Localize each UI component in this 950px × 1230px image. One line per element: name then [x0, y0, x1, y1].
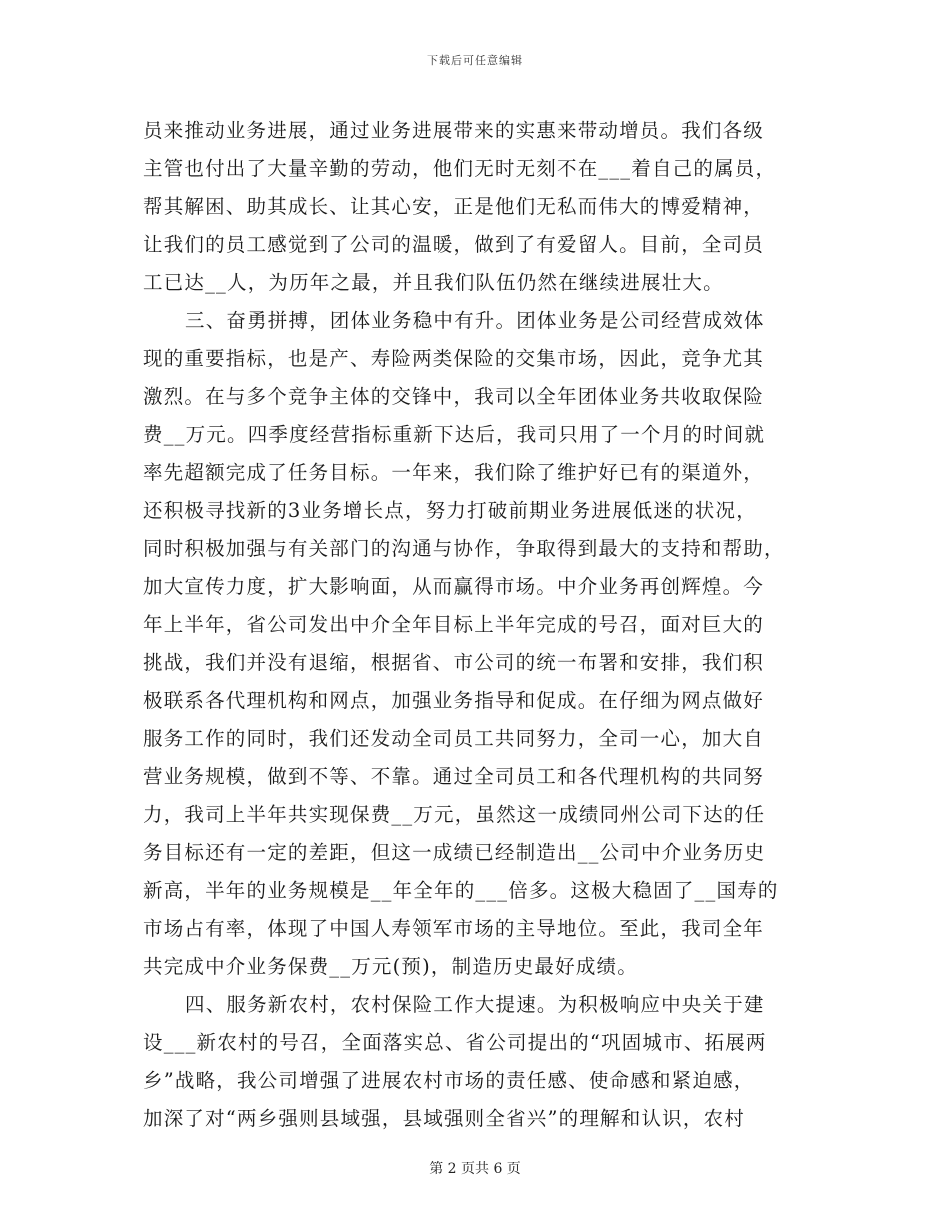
- text-line: 年上半年，省公司发出中介全年目标上半年完成的号召，面对巨大的: [143, 613, 765, 636]
- text-line: 挑战，我们并没有退缩，根据省、市公司的统一布署和安排，我们积: [143, 651, 765, 674]
- text-line: 共完成中介业务保费__万元(预)，制造历史最好成绩。: [143, 955, 638, 978]
- text-line: 极联系各代理机构和网点，加强业务指导和促成。在仔细为网点做好: [143, 689, 765, 712]
- text-line: 工已达__人，为历年之最，并且我们队伍仍然在继续进展壮大。: [143, 271, 724, 294]
- text-line: 同时积极加强与有关部门的沟通与协作，争取得到最大的支持和帮助，: [143, 537, 785, 560]
- text-line: 力，我司上半年共实现保费__万元，虽然这一成绩同州公司下达的任: [143, 803, 766, 826]
- text-line: 员来推动业务进展，通过业务进展带来的实惠来带动增员。我们各级: [143, 119, 765, 142]
- text-line: 新高，半年的业务规模是__年全年的___倍多。这极大稳固了__国寿的: [143, 879, 779, 902]
- text-line: 设___新农村的号召，全面落实总、省公司提出的“巩固城市、拓展两: [143, 1031, 767, 1054]
- text-line: 帮其解困、助其成长、让其心安，正是他们无私而伟大的博爱精神，: [143, 195, 765, 218]
- text-line: 服务工作的同时，我们还发动全司员工共同努力，全司一心，加大自: [143, 727, 765, 750]
- text-line: 市场占有率，体现了中国人寿领军市场的主导地位。至此，我司全年: [143, 917, 765, 940]
- text-line: 务目标还有一定的差距，但这一成绩已经制造出__公司中介业务历史: [143, 841, 766, 864]
- text-line: 激烈。在与多个竞争主体的交锋中，我司以全年团体业务共收取保险: [143, 385, 765, 408]
- text-line: 乡”战略，我公司增强了进展农村市场的责任感、使命感和紧迫感，: [143, 1069, 755, 1092]
- text-line: 现的重要指标，也是产、寿险两类保险的交集市场，因此，竞争尤其: [143, 347, 765, 370]
- text-line: 还积极寻找新的3业务增长点，努力打破前期业务进展低迷的状况，: [143, 499, 757, 522]
- text-line: 费__万元。四季度经营指标重新下达后，我司只用了一个月的时间就: [143, 423, 766, 446]
- text-line: 主管也付出了大量辛勤的劳动，他们无时无刻不在___着自己的属员，: [143, 157, 777, 180]
- text-line: 加深了对“两乡强则县域强，县域强则全省兴”的理解和认识，农村: [143, 1107, 745, 1130]
- page-footer: 第 2 页共 6 页: [429, 1161, 521, 1177]
- text-line: 让我们的员工感觉到了公司的温暖，做到了有爱留人。目前，全司员: [143, 233, 765, 256]
- document-body: [143, 112, 808, 1138]
- text-line: 营业务规模，做到不等、不靠。通过全司员工和各代理机构的共同努: [143, 765, 765, 788]
- text-line: 加大宣传力度，扩大影响面，从而赢得市场。中介业务再创辉煌。今: [143, 575, 765, 598]
- text-line: 率先超额完成了任务目标。一年来，我们除了维护好已有的渠道外，: [143, 461, 765, 484]
- page-header: 下载后可任意编辑: [427, 54, 523, 67]
- text-line: 三、奋勇拼搏，团体业务稳中有升。团体业务是公司经营成效体: [185, 309, 765, 332]
- text-line: 四、服务新农村，农村保险工作大提速。为积极响应中央关于建: [185, 993, 765, 1016]
